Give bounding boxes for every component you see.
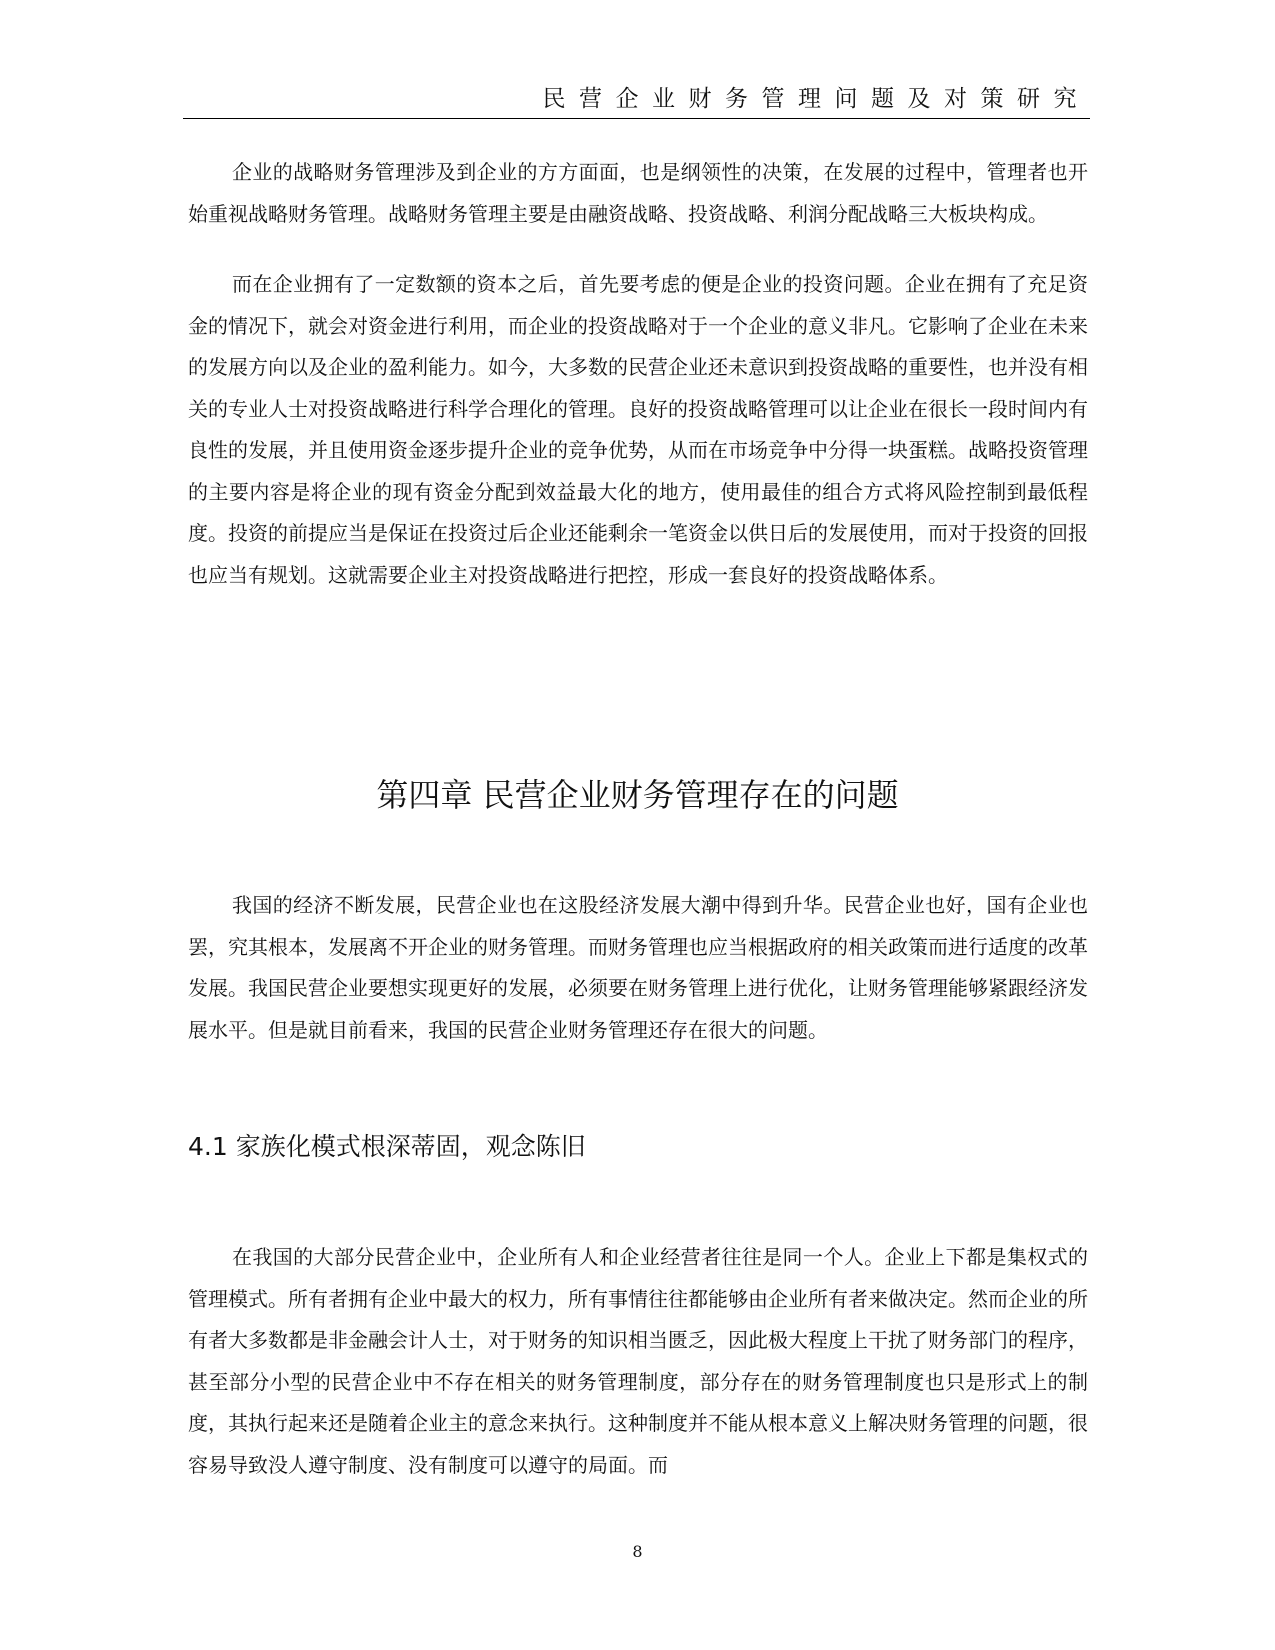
body-paragraph-4: 在我国的大部分民营企业中，企业所有人和企业经营者往往是同一个人。企业上下都是集权式的管理模式。所有者拥有企业中最大的权力，所有事情往往都能够由企业所有者来做决定。然而企业的所有者大多数都是非金融会计人士，对于财务的知识相当匮乏，因此极大程度上干扰了财务部门的程序，甚至部分小型的民营企业中不存在相关的财务管理制度，部分存在的财务管理制度也只是形式上的制度，其执行起来还是随着企业主的意念来执行。这种制度并不能从根本意义上解决财务管理的问题，很容易导致没人遵守制度、没有制度可以遵守的局面。而: [188, 1245, 1088, 1477]
page-number: 8: [632, 1542, 643, 1561]
body-paragraph-3: 我国的经济不断发展，民营企业也在这股经济发展大潮中得到升华。民营企业也好，国有企业也罢，究其根本，发展离不开企业的财务管理。而财务管理也应当根据政府的相关政策而进行适度的改革发展。我国民营企业要想实现更好的发展，必须要在财务管理上进行优化，让财务管理能够紧跟经济发展水平。但是就目前看来，我国的民营企业财务管理还存在很大的问题。: [188, 893, 1088, 1042]
body-paragraph-1: 企业的战略财务管理涉及到企业的方方面面，也是纲领性的决策，在发展的过程中，管理者也开始重视战略财务管理。战略财务管理主要是由融资战略、投资战略、利润分配战略三大板块构成。: [188, 160, 1088, 226]
header-rule: [183, 118, 1090, 119]
running-header: 民营企业财务管理问题及对策研究: [542, 86, 1090, 112]
section-title: 4.1 家族化模式根深蒂固，观念陈旧: [188, 1132, 586, 1161]
chapter-title: 第四章 民营企业财务管理存在的问题: [376, 776, 899, 814]
body-paragraph-2: 而在企业拥有了一定数额的资本之后，首先要考虑的便是企业的投资问题。企业在拥有了充足资金的情况下，就会对资金进行利用，而企业的投资战略对于一个企业的意义非凡。它影响了企业在未来的发展方向以及企业的盈利能力。如今，大多数的民营企业还未意识到投资战略的重要性，也并没有相关的专业人士对投资战略进行科学合理化的管理。良好的投资战略管理可以让企业在很长一段时间内有良性的发展，并且使用资金逐步提升企业的竞争优势，从而在市场竞争中分得一块蛋糕。战略投资管理的主要内容是将企业的现有资金分配到效益最大化的地方，使用最佳的组合方式将风险控制到最低程度。投资的前提应当是保证在投资过后企业还能剩余一笔资金以供日后的发展使用，而对于投资的回报也应当有规划。这就需要企业主对投资战略进行把控，形成一套良好的投资战略体系。: [188, 272, 1088, 587]
